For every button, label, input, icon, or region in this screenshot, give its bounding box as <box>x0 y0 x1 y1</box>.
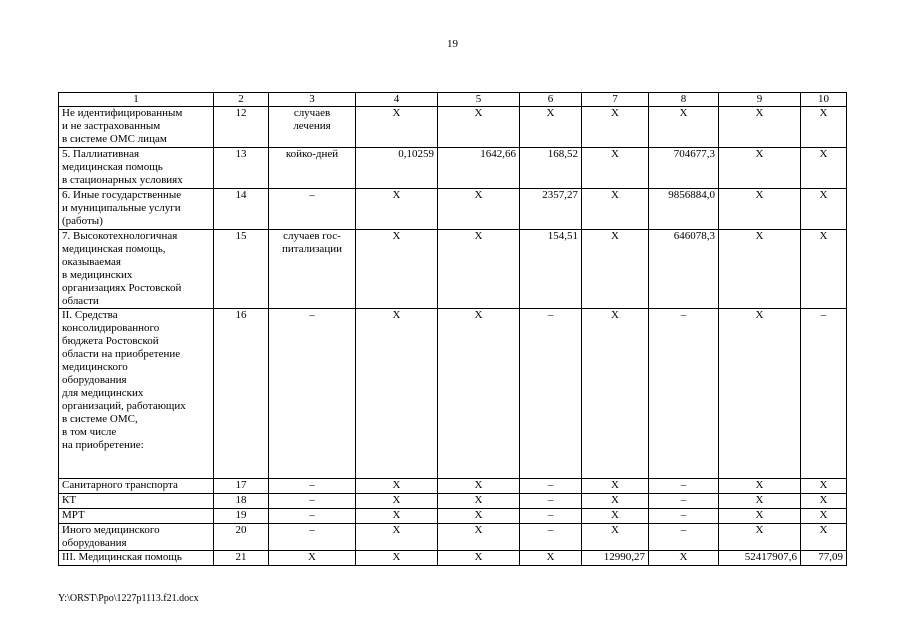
table-cell: Х <box>719 524 801 551</box>
table-cell: Х <box>438 551 520 566</box>
table-cell: 2357,27 <box>520 189 582 230</box>
table-cell: Х <box>438 189 520 230</box>
table-cell: 52417907,6 <box>719 551 801 566</box>
table-cell: – <box>269 189 356 230</box>
column-number-5: 5 <box>438 93 520 107</box>
table-cell: Х <box>438 230 520 309</box>
table-cell: Х <box>582 509 649 524</box>
table-cell: Х <box>438 309 520 479</box>
table-cell: койко-дней <box>269 148 356 189</box>
table-cell: 15 <box>214 230 269 309</box>
table-cell: Х <box>719 230 801 309</box>
table-cell: – <box>520 509 582 524</box>
row-label: Санитарного транспорта <box>59 479 214 494</box>
table-cell: 19 <box>214 509 269 524</box>
table-row <box>59 509 847 524</box>
table-cell: Х <box>582 107 649 148</box>
table-cell: Х <box>719 189 801 230</box>
table-cell: Х <box>719 494 801 509</box>
table-cell: Х <box>356 189 438 230</box>
table-cell: Х <box>801 148 847 189</box>
table-cell: Х <box>269 551 356 566</box>
table-cell: – <box>269 479 356 494</box>
table-row <box>59 107 847 148</box>
table-cell: 0,10259 <box>356 148 438 189</box>
column-number-8: 8 <box>649 93 719 107</box>
row-label: Не идентифицированным и не застрахованным в системе ОМС лицам <box>59 107 214 148</box>
header-row <box>59 93 847 107</box>
table-cell: 13 <box>214 148 269 189</box>
table-cell: Х <box>438 479 520 494</box>
table-row <box>59 309 847 479</box>
table-cell: Х <box>356 107 438 148</box>
table-cell: 16 <box>214 309 269 479</box>
table-cell: – <box>520 524 582 551</box>
table-cell: Х <box>438 107 520 148</box>
table-row <box>59 479 847 494</box>
table-cell: – <box>649 479 719 494</box>
table-cell: Х <box>719 309 801 479</box>
data-table <box>58 92 847 566</box>
table-cell: Х <box>801 189 847 230</box>
table-cell: Х <box>801 524 847 551</box>
table-cell: – <box>801 309 847 479</box>
table-cell: Х <box>582 524 649 551</box>
table-cell: Х <box>356 524 438 551</box>
table-row <box>59 230 847 309</box>
table-cell: Х <box>356 230 438 309</box>
row-label: 6. Иные государственные и муниципальные услуги (работы) <box>59 189 214 230</box>
table-cell: 77,09 <box>801 551 847 566</box>
table-cell: – <box>269 524 356 551</box>
table-cell: Х <box>801 494 847 509</box>
column-number-10: 10 <box>801 93 847 107</box>
column-number-1: 1 <box>59 93 214 107</box>
table-cell: – <box>269 509 356 524</box>
table-cell: Х <box>438 509 520 524</box>
table-cell: случаев лечения <box>269 107 356 148</box>
table-cell: Х <box>801 479 847 494</box>
row-label: КТ <box>59 494 214 509</box>
table-cell: 17 <box>214 479 269 494</box>
table-cell: Х <box>582 479 649 494</box>
table-cell: Х <box>719 479 801 494</box>
table-cell: 646078,3 <box>649 230 719 309</box>
table-cell: – <box>520 494 582 509</box>
column-number-7: 7 <box>582 93 649 107</box>
table-cell: Х <box>520 551 582 566</box>
table-cell: 12 <box>214 107 269 148</box>
row-label: 7. Высокотехнологичная медицинская помощь, оказываемая в медицинских организациях Ростовской области <box>59 230 214 309</box>
table-row <box>59 524 847 551</box>
table-cell: – <box>520 479 582 494</box>
column-number-6: 6 <box>520 93 582 107</box>
table-cell: 9856884,0 <box>649 189 719 230</box>
column-number-9: 9 <box>719 93 801 107</box>
table-cell: 21 <box>214 551 269 566</box>
row-label: МРТ <box>59 509 214 524</box>
table-row <box>59 494 847 509</box>
table-cell: – <box>520 309 582 479</box>
table-cell: 704677,3 <box>649 148 719 189</box>
table-cell: Х <box>649 551 719 566</box>
table-row <box>59 189 847 230</box>
table-cell: – <box>649 509 719 524</box>
table-cell: Х <box>520 107 582 148</box>
table-cell: Х <box>719 107 801 148</box>
file-path-footer: Y:\ORST\Ppo\1227p1113.f21.docx <box>58 593 199 604</box>
table-cell: Х <box>356 494 438 509</box>
table-cell: Х <box>438 524 520 551</box>
table-cell: Х <box>649 107 719 148</box>
table-cell: 12990,27 <box>582 551 649 566</box>
table-cell: 20 <box>214 524 269 551</box>
table-cell: Х <box>438 494 520 509</box>
table-cell: Х <box>582 189 649 230</box>
column-number-3: 3 <box>269 93 356 107</box>
table-cell: случаев гос- питализации <box>269 230 356 309</box>
table-row <box>59 148 847 189</box>
row-label: Иного медицинского оборудования <box>59 524 214 551</box>
table-cell: Х <box>356 479 438 494</box>
table-cell: 14 <box>214 189 269 230</box>
table-cell: Х <box>801 509 847 524</box>
table-cell: – <box>649 494 719 509</box>
table-row <box>59 551 847 566</box>
row-label: II. Средства консолидированного бюджета Ростовской области на приобретение медицинского оборудования для медицинских организаций, работающих в системе ОМС, в том числе на приобретение: <box>59 309 214 479</box>
table-cell: Х <box>582 494 649 509</box>
row-label: 5. Паллиативная медицинская помощь в стационарных условиях <box>59 148 214 189</box>
table-cell: – <box>649 524 719 551</box>
page-number: 19 <box>447 38 458 50</box>
table-cell: Х <box>801 230 847 309</box>
table-cell: Х <box>801 107 847 148</box>
table-cell: 18 <box>214 494 269 509</box>
table-cell: Х <box>582 148 649 189</box>
table-cell: – <box>649 309 719 479</box>
column-number-4: 4 <box>356 93 438 107</box>
table-cell: – <box>269 494 356 509</box>
column-number-2: 2 <box>214 93 269 107</box>
row-label: III. Медицинская помощь <box>59 551 214 566</box>
table-cell: Х <box>356 509 438 524</box>
table-cell: – <box>269 309 356 479</box>
table-cell: 168,52 <box>520 148 582 189</box>
table-cell: Х <box>719 509 801 524</box>
table-cell: 154,51 <box>520 230 582 309</box>
table-cell: Х <box>356 309 438 479</box>
table-cell: Х <box>356 551 438 566</box>
table-cell: Х <box>582 309 649 479</box>
table-cell: Х <box>719 148 801 189</box>
table-cell: 1642,66 <box>438 148 520 189</box>
table-cell: Х <box>582 230 649 309</box>
